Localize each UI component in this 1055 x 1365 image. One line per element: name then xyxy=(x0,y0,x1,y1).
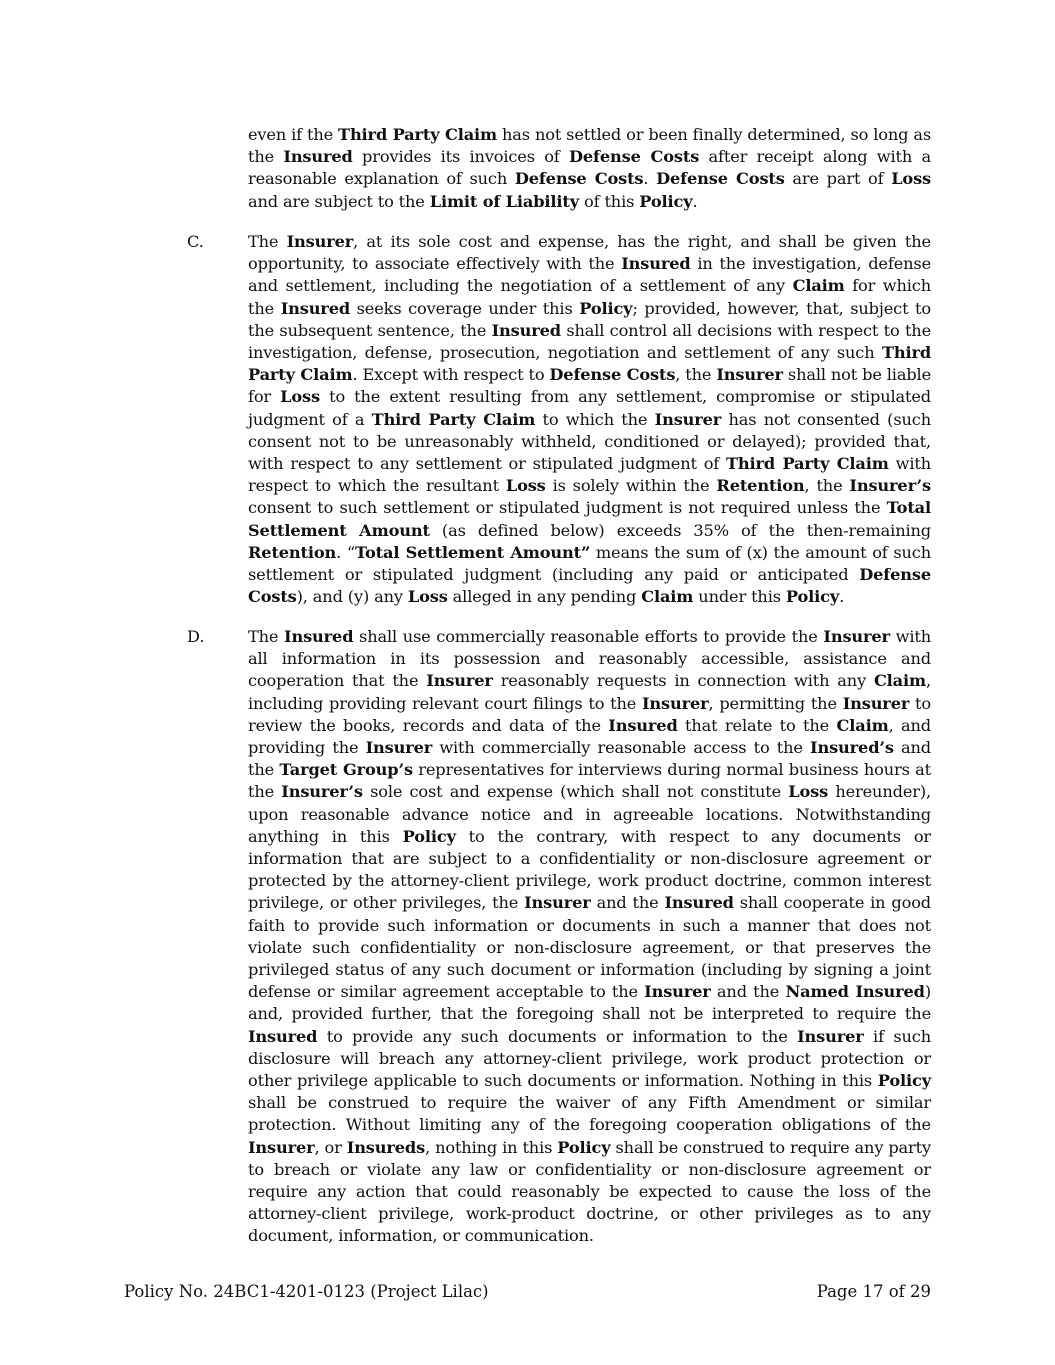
defined-term: Insured xyxy=(608,715,678,735)
defined-term: Insured xyxy=(284,627,354,646)
section-d-paragraph: The Insured shall use commercially reasonable efforts to provide the Insurer with all information in its possession and reasonably accessible, assistance and cooperation that the Insurer reasonably requests in connection with any Claim, including providing relevant court filings to the Insurer, permitting the Insurer to review the books, records and data of the Insured that relate to the Claim, and providing the Insurer with commercially reasonable access to the Insured’s and the Target Group’s representatives for interviews during normal business hours at the Insurer’s sole cost and expense (which shall not constitute Loss hereunder), upon reasonable advance notice and in agreeable locations. Notwithstanding anything in this Policy to the contrary, with respect to any documents or information that are subject to a confidentiality or non-disclosure agreement or protected by the attorney-client privilege, work product doctrine, common interest privilege, or other privileges, the Insurer and the Insured shall cooperate in good faith to provide such information or documents in such a manner that does not violate such confidentiality or non-disclosure agreement, or that preserves the privileged status of any such document or information (including by signing a joint defense or similar agreement acceptable to the Insurer and the Named Insured) and, provided further, that the foregoing shall not be interpreted to require the Insured to provide any such documents or information to the Insurer if such disclosure will breach any attorney-client privilege, work product protection or other privilege applicable to such documents or information. Nothing in this Policy shall be construed to require the waiver of any Fifth Amendment or similar protection. Without limiting any of the foregoing cooperation obligations of the Insurer, or Insureds, nothing in this Policy shall be construed to require any party to breach or violate any law or confidentiality or non-disclosure agreement or require any action that could reasonably be expected to cause the loss of the attorney-client privilege, work-product doctrine, or other privileges as to any document, information, or communication. xyxy=(248,627,932,1246)
defined-term: Insurer’s xyxy=(281,782,363,802)
defined-term: Third Party Claim xyxy=(726,454,889,474)
defined-term: Defense Costs xyxy=(568,147,700,167)
defined-term: Policy xyxy=(557,1137,611,1157)
defined-term: Total Settlement Amount xyxy=(248,498,931,540)
defined-term: Insurer xyxy=(248,1137,315,1157)
defined-term: Claim xyxy=(836,715,889,735)
defined-term: Defense Costs xyxy=(248,565,931,607)
defined-term: Policy xyxy=(785,587,840,607)
defined-term: Insurer xyxy=(797,1026,864,1046)
section-label-c: C. xyxy=(187,232,204,251)
defined-term: Insurer’s xyxy=(849,476,931,496)
footer-policy-number: Policy No. 24BC1-4201-0123 (Project Lilac) xyxy=(124,1282,489,1301)
defined-term: Insured xyxy=(280,298,351,318)
defined-term: Claim xyxy=(641,587,694,607)
defined-term: Insured’s xyxy=(810,738,894,758)
defined-term: Insurer xyxy=(365,738,433,758)
defined-term: Third Party Claim xyxy=(371,409,536,429)
defined-term: Third Party Claim xyxy=(248,343,931,385)
defined-term: Defense Costs xyxy=(549,365,676,385)
footer-page-number: Page 17 of 29 xyxy=(816,1282,931,1301)
defined-term: Insured xyxy=(248,1026,318,1046)
defined-term: Policy xyxy=(402,826,456,846)
defined-term: Insurer xyxy=(716,365,783,385)
defined-term: Loss xyxy=(891,169,931,189)
defined-term: Insurer xyxy=(641,693,709,713)
defined-term: Third Party Claim xyxy=(338,125,498,144)
defined-term: Claim xyxy=(792,276,845,296)
defined-term: Loss xyxy=(505,476,546,496)
defined-term: Insurer xyxy=(842,693,910,713)
defined-term: Loss xyxy=(788,782,829,802)
defined-term: Loss xyxy=(407,587,448,607)
defined-term: Claim xyxy=(873,671,926,691)
defined-term: Target Group’s xyxy=(279,760,413,780)
defined-term: Insureds xyxy=(346,1137,426,1157)
defined-term: Insured xyxy=(491,320,561,340)
defined-term: Policy xyxy=(877,1071,931,1091)
defined-term: Insurer xyxy=(524,893,591,913)
defined-term: Retention xyxy=(716,476,805,496)
defined-term: Policy xyxy=(579,298,633,318)
defined-term: Insured xyxy=(621,254,691,274)
section-label-d: D. xyxy=(187,627,205,646)
defined-term: Retention xyxy=(248,542,337,562)
defined-term: Insured xyxy=(664,893,734,913)
section-c-paragraph: The Insurer, at its sole cost and expense, has the right, and shall be given the opportunity, to associate effectively with the Insured in the investigation, defense and settlement, including the negotiation of a settlement of any Claim for which the Insured seeks coverage under this Policy; provided, however, that, subject to the subsequent sentence, the Insured shall control all decisions with respect to the investigation, defense, prosecution, negotiation and settlement of any such Third Party Claim. Except with respect to Defense Costs, the Insurer shall not be liable for Loss to the extent resulting from any settlement, compromise or stipulated judgment of a Third Party Claim to which the Insurer has not consented (such consent not to be unreasonably withheld, conditioned or delayed); provided that, with respect to any settlement or stipulated judgment of Third Party Claim with respect to which the resultant Loss is solely within the Retention, the Insurer’s consent to such settlement or stipulated judgment is not required unless the Total Settlement Amount (as defined below) exceeds 35% of the then-remaining Retention. “Total Settlement Amount” means the sum of (x) the amount of such settlement or stipulated judgment (including any paid or anticipated Defense Costs), and (y) any Loss alleged in any pending Claim under this Policy. xyxy=(248,232,932,607)
defined-term: Defense Costs xyxy=(656,169,785,189)
defined-term: Insurer xyxy=(286,232,354,251)
defined-term: Loss xyxy=(280,387,320,407)
defined-term: Named Insured xyxy=(785,982,925,1002)
defined-term: Limit of Liability xyxy=(429,191,580,211)
defined-term: Insurer xyxy=(823,627,890,646)
defined-term: Insurer xyxy=(654,409,722,429)
defined-term: Policy xyxy=(639,191,693,211)
defined-term: Insured xyxy=(283,147,353,167)
paragraph-continuation: even if the Third Party Claim has not settled or been finally determined, so long as the Insured provides its invoices of Defense Costs after receipt along with a reasonable explanation of such Defense Costs. Defense Costs are part of Loss and are subject to the Limit of Liability of this Policy. xyxy=(248,125,932,211)
defined-term: Insurer xyxy=(644,982,711,1002)
defined-term: Insurer xyxy=(426,671,493,691)
defined-term: Total Settlement Amount” xyxy=(355,542,591,562)
defined-term: Defense Costs xyxy=(514,169,644,189)
